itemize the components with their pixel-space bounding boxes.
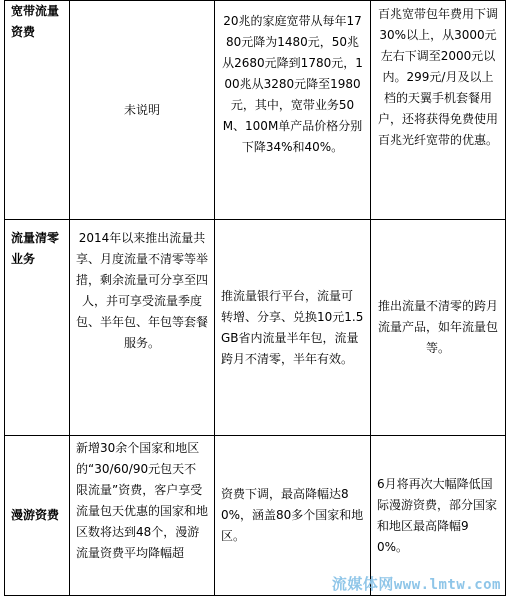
cell-provider1-roaming (70, 436, 215, 596)
cell-text: 6月将再次大幅降低国际漫游资费，部分国家和地区最高降幅90%。 (377, 476, 498, 554)
cell-provider3-rollover (371, 220, 506, 436)
row-category-label: 宽带流量资费 (11, 4, 60, 39)
cell-text: 20兆的家庭宽带从每年1780元降为1480元，50兆从2680元降到1780元，100兆从3280元降至1980元，其中，宽带业务50M、100M单产品价格分别下降34%和40%。 (222, 14, 363, 154)
row-category-broadband (5, 1, 70, 220)
row-category-label: 漫游资费 (11, 508, 60, 522)
cell-provider1-rollover (70, 220, 215, 436)
cell-text: 推出流量不清零的跨月流量产品，如年流量包等。 (377, 299, 498, 355)
cell-text: 2014年以来推出流量共享、月度流量不清零等举措，剩余流量可分享至四人，并可享受流量季度包、半年包、年包等套餐服务。 (76, 231, 209, 350)
cell-text: 资费下调，最高降幅达80%，涵盖80多个国家和地区。 (221, 487, 364, 543)
row-category-rollover (5, 220, 70, 436)
comparison-table (4, 0, 506, 596)
cell-text: 百兆宽带包年费用下调30%以上，从3000元左右下调至2000元以内。299元/月及以上档的天翼手机套餐用户，还将获得免费使用百兆光纤宽带的优惠。 (377, 7, 498, 147)
cell-text: 推流量银行平台，流量可转增、分享、兑换10元1.5GB省内流量半年包，流量跨月不清零，半年有效。 (221, 288, 364, 366)
row-category-roaming (5, 436, 70, 596)
cell-text: 未说明 (123, 102, 160, 117)
cell-provider1-broadband (70, 1, 215, 220)
cell-provider3-roaming (371, 436, 506, 596)
cell-provider2-broadband (215, 1, 371, 220)
watermark-site-name: 流媒体网 (331, 575, 394, 593)
cell-provider2-rollover (215, 220, 371, 436)
table-row-broadband (5, 1, 506, 220)
row-category-label: 流量清零业务 (11, 231, 60, 266)
cell-provider2-roaming (215, 436, 371, 596)
table-row-rollover (5, 220, 506, 436)
watermark-url: www.lmtw.com (393, 577, 501, 593)
cell-provider3-broadband (371, 1, 506, 220)
site-watermark (332, 573, 501, 594)
cell-text: 新增30余个国家和地区的“30/60/90元包天不限流量”资费，客户享受流量包天优惠的国家和地区数将达到48个，漫游流量资费平均降幅超 (76, 441, 209, 560)
table-row-roaming (5, 436, 506, 596)
